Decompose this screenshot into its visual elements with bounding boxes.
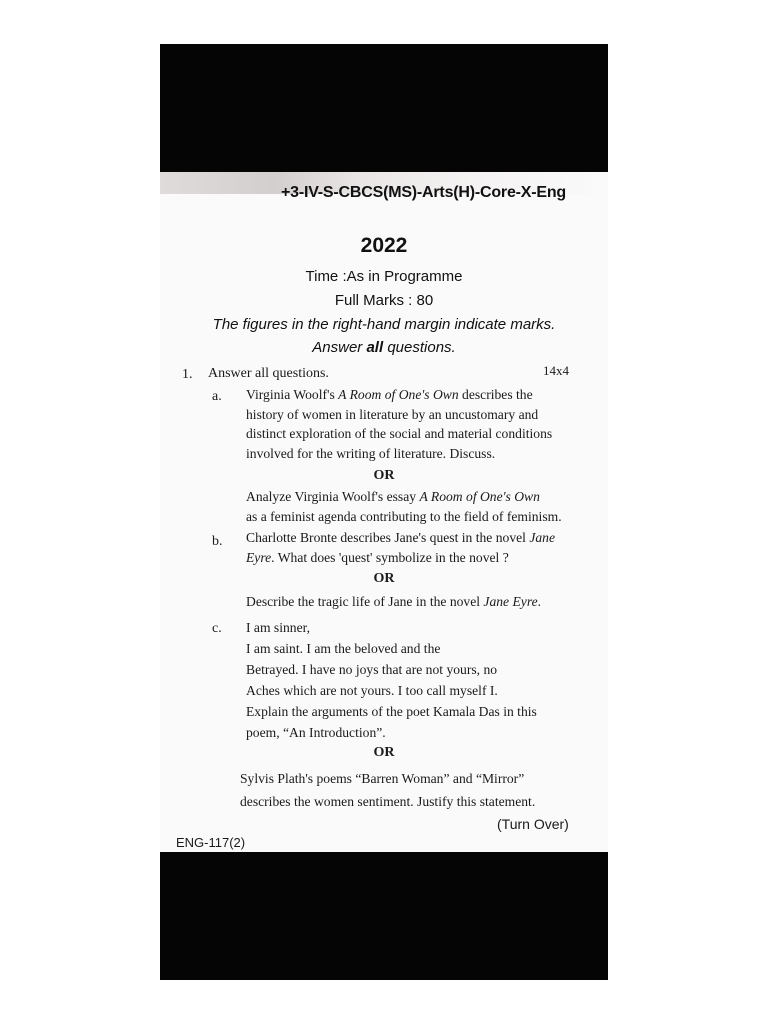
part-c-poem	[246, 617, 576, 701]
b-post: . What does 'quest' symbolize in the novel ?	[271, 549, 509, 565]
question-marks: 14x4	[543, 363, 569, 378]
poem-line-4: Aches which are not yours. I too call myself I.	[246, 683, 498, 698]
b-alt-title: Jane Eyre	[483, 594, 538, 609]
a-text-pre: Virginia Woolf's	[246, 387, 339, 402]
part-b-line-1	[246, 528, 576, 548]
poem-line-1: I am sinner,	[246, 620, 311, 635]
part-a-alternative	[246, 487, 576, 526]
or-divider-b: OR	[373, 571, 395, 586]
part-b-line-2	[246, 548, 576, 568]
marks-note: The figures in the right-hand margin indicate marks.	[212, 316, 556, 333]
answer-prefix: Answer	[312, 339, 367, 356]
part-a-line-1	[246, 385, 576, 405]
part-c-alt-line-2: describes the women sentiment. Justify this statement.	[240, 794, 536, 809]
answer-suffix: questions.	[383, 339, 456, 356]
part-a-label: a.	[212, 389, 222, 404]
poem-line-3: Betrayed. I have no joys that are not yours, no	[246, 662, 498, 677]
exam-year: 2022	[360, 234, 408, 257]
part-c-alt-line-1: Sylvis Plath's poems “Barren Woman” and “Mirror”	[240, 771, 525, 786]
answer-bold: all	[366, 339, 384, 356]
paper-code: ENG-117(2)	[176, 835, 246, 850]
a-alt-title: A Room of One's Own	[419, 489, 540, 504]
redaction-block-bottom	[160, 852, 608, 980]
b-alt-post: .	[537, 594, 542, 609]
full-marks: Full Marks : 80	[334, 292, 434, 309]
course-code: +3-IV-S-CBCS(MS)-Arts(H)-Core-X-Eng	[281, 184, 567, 201]
question-text: Answer all questions.	[208, 366, 329, 381]
a-text-post: describes the	[458, 387, 533, 402]
part-b-label: b.	[212, 534, 223, 549]
turn-over-label: (Turn Over)	[497, 816, 569, 832]
or-divider-a: OR	[373, 468, 395, 483]
b-alt-pre: Describe the tragic life of Jane in the novel	[246, 594, 484, 609]
b-pre: Charlotte Bronte describes Jane's quest in the novel	[246, 530, 530, 545]
part-a-text	[246, 385, 576, 463]
part-a-line-4: involved for the writing of literature. Discuss.	[246, 445, 496, 461]
a-title: A Room of One's Own	[338, 387, 459, 402]
part-b-text	[246, 528, 576, 567]
exam-time: Time :As in Programme	[305, 268, 463, 285]
part-c-question	[246, 701, 576, 743]
or-divider-c: OR	[373, 745, 395, 760]
redaction-block-top	[160, 44, 608, 172]
part-c-label: c.	[212, 621, 222, 636]
poem-line-2: I am saint. I am the beloved and the	[246, 641, 441, 656]
b-title-2: Eyre	[246, 549, 272, 565]
b-title-1: Jane	[529, 530, 555, 545]
part-b-alternative	[246, 592, 576, 612]
question-number: 1.	[182, 367, 193, 382]
part-c-q-line-2: poem, “An Introduction”.	[246, 725, 386, 740]
part-b-alt-line	[246, 592, 576, 612]
part-c-q-line-1: Explain the arguments of the poet Kamala Das in this	[246, 704, 537, 719]
part-a-alt-line-1	[246, 487, 576, 507]
part-a-line-2: history of women in literature by an uncustomary and	[246, 406, 539, 422]
part-c-alternative	[240, 767, 570, 813]
part-a-alt-line-2: as a feminist agenda contributing to the field of feminism.	[246, 508, 562, 524]
a-alt-pre: Analyze Virginia Woolf's essay	[246, 489, 420, 504]
part-a-line-3: distinct exploration of the social and material conditions	[246, 426, 553, 441]
answer-instruction	[0, 339, 768, 356]
